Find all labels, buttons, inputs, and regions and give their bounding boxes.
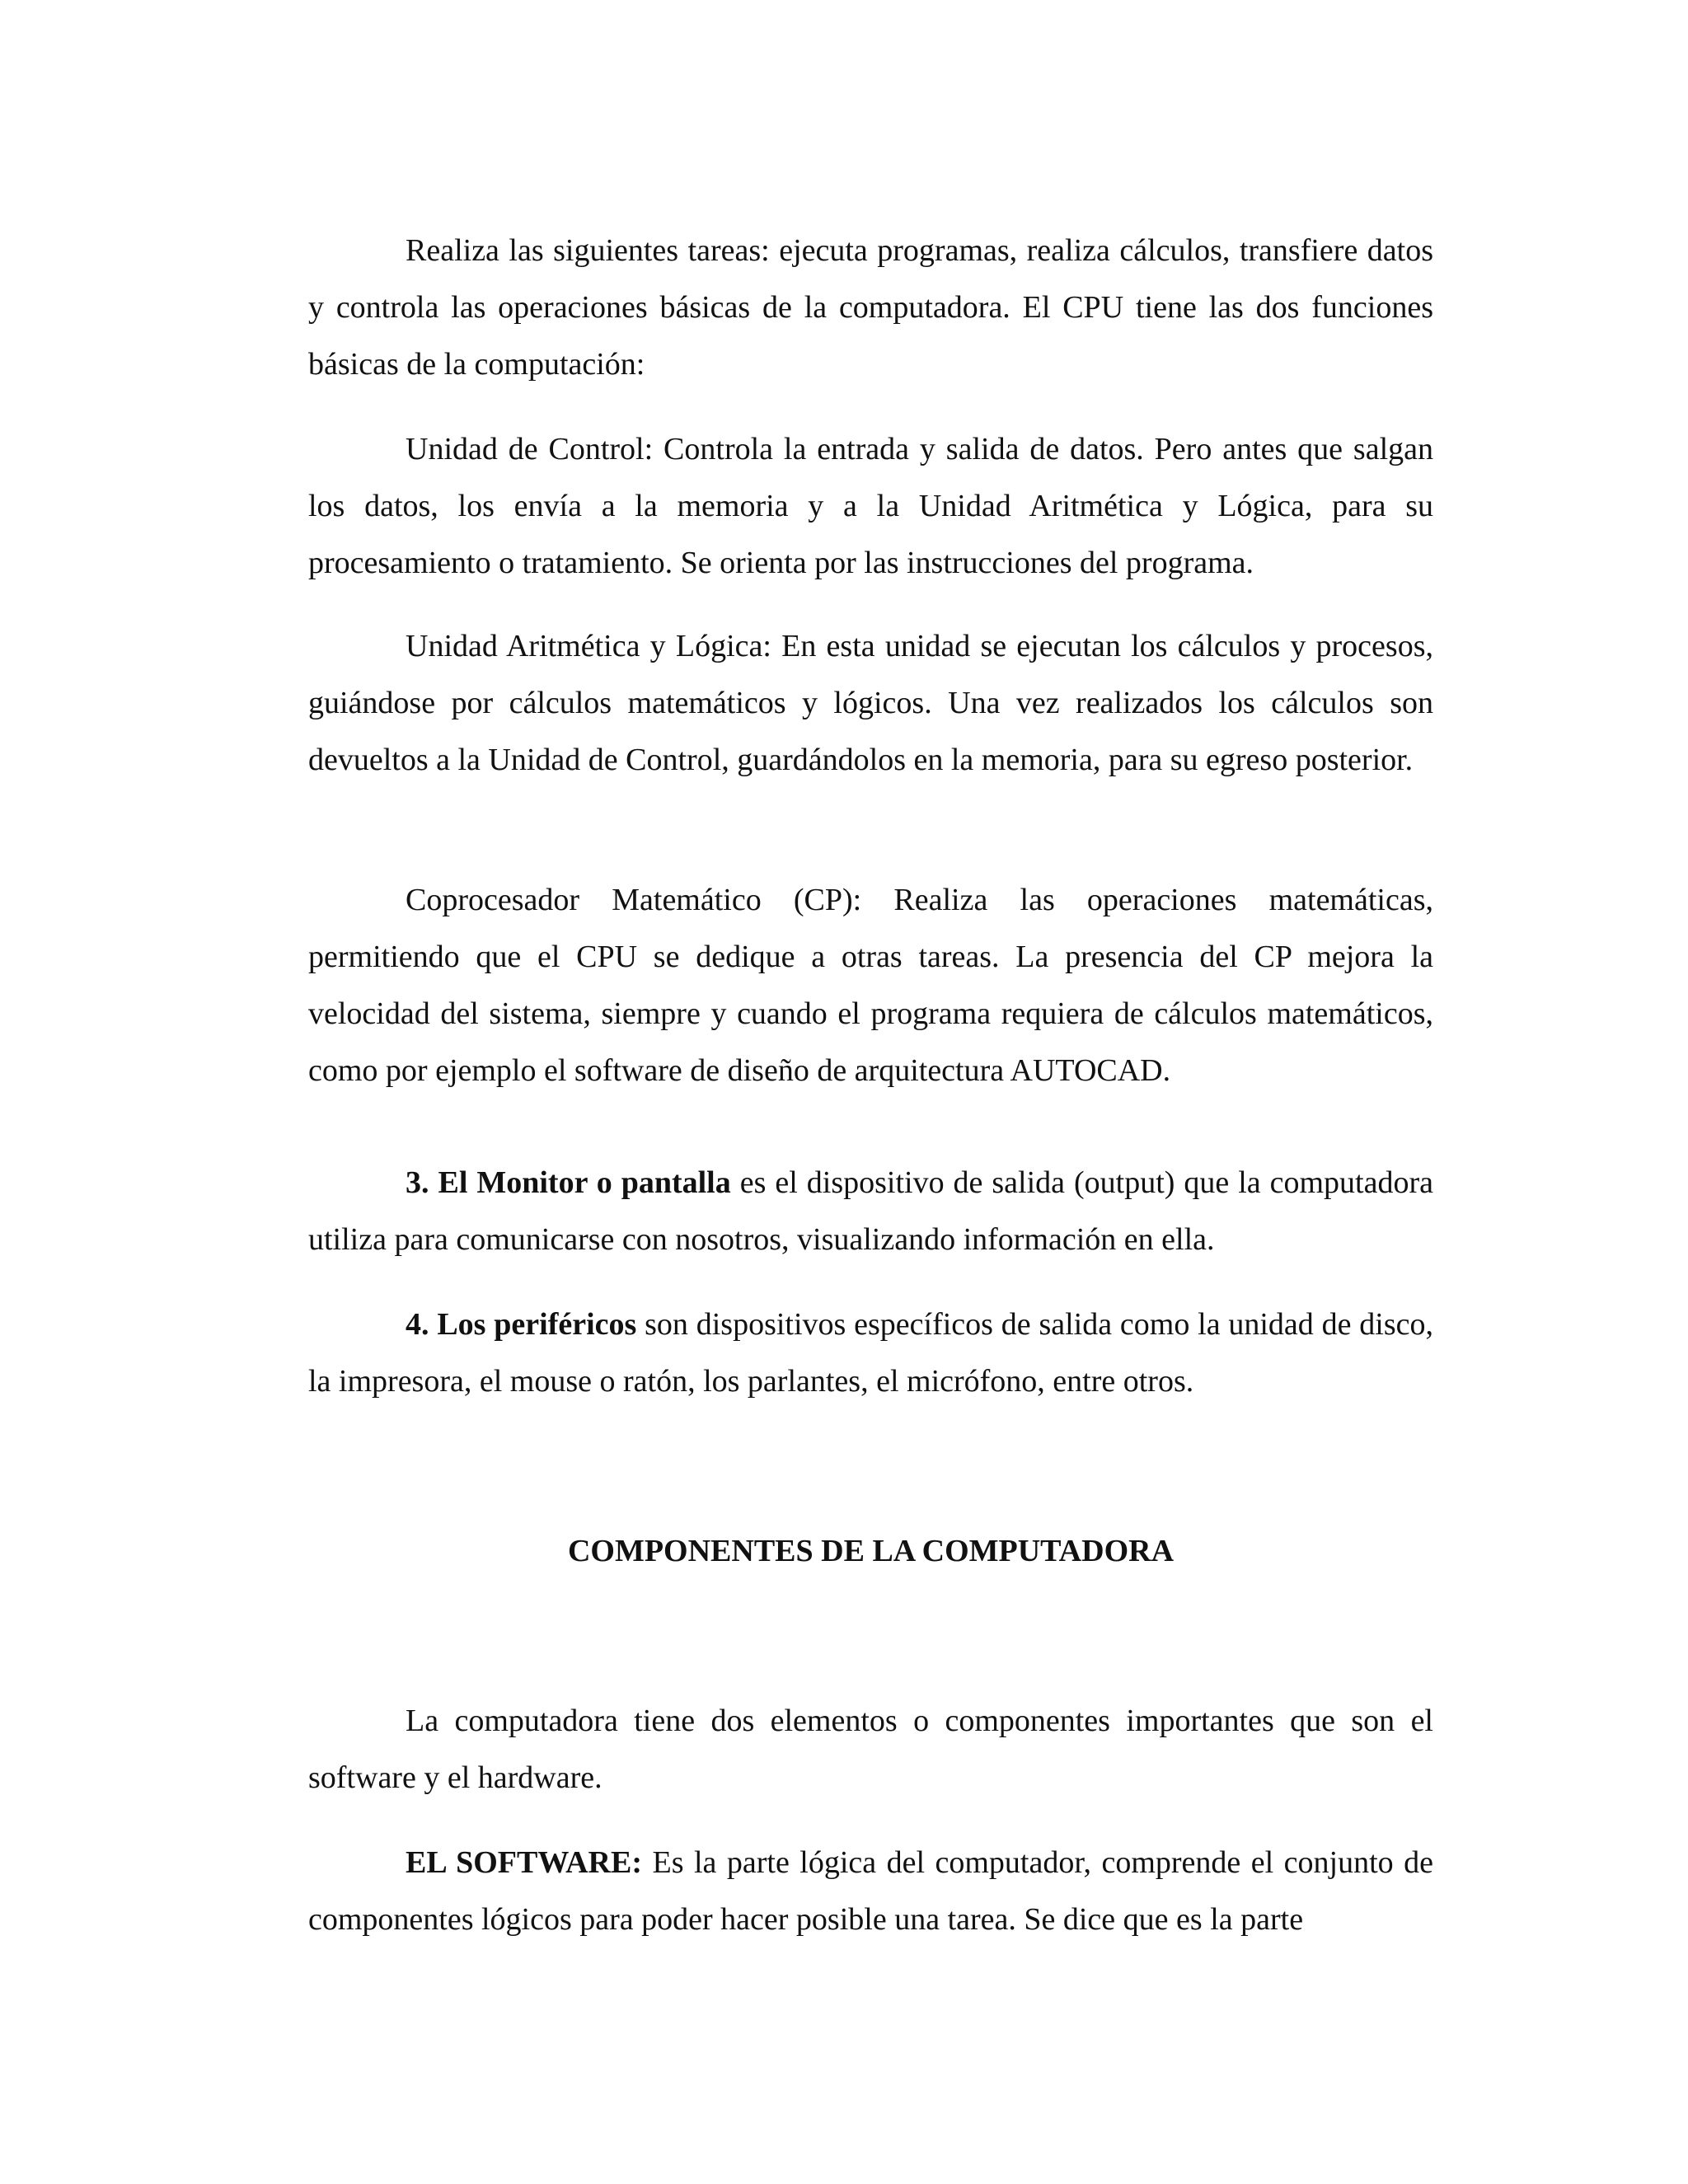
- paragraph-text: Unidad Aritmética y Lógica: En esta unidad se ejecutan los cálculos y procesos, guiándose por cálculos matemáticos y lógicos. Una vez realizados los cálculos son devueltos a la Unidad de Control, guardándolos en la memoria, para su egreso posterior.: [308, 629, 1433, 777]
- paragraph-text: La computadora tiene dos elementos o componentes importantes que son el software y el hardware.: [308, 1704, 1433, 1795]
- paragraph-text: Unidad de Control: Controla la entrada y salida de datos. Pero antes que salgan los datos, los envía a la memoria y a la Unidad Aritmética y Lógica, para su procesamiento o tratamiento. Se orienta por las instrucciones del programa.: [308, 432, 1433, 580]
- paragraph-text: [308, 1296, 1433, 1410]
- monitor-term: 3. El Monitor o pantalla: [406, 1165, 731, 1200]
- paragraph-alu: [308, 618, 1433, 789]
- section-heading: COMPONENTES DE LA COMPUTADORA: [567, 1534, 1175, 1568]
- software-description: Es la parte lógica del computador, comprende el conjunto de componentes lógicos para poder hacer posible una tarea. Se dice que es la parte: [308, 1845, 1433, 1937]
- peripherals-description: son dispositivos específicos de salida como la unidad de disco, la impresora, el mouse o ratón, los parlantes, el micrófono, entre otros.: [308, 1307, 1434, 1399]
- peripherals-term: 4. Los periféricos: [406, 1307, 637, 1342]
- paragraph-cpu-tasks: [308, 223, 1433, 393]
- software-term: EL SOFTWARE:: [406, 1845, 642, 1880]
- paragraph-software: [308, 1835, 1433, 1948]
- paragraph-peripherals: [308, 1296, 1433, 1410]
- paragraph-text: Realiza las siguientes tareas: ejecuta programas, realiza cálculos, transfiere datos y controla las operaciones básicas de la computadora. El CPU tiene las dos funciones básicas de la computación:: [308, 233, 1433, 382]
- paragraph-monitor: [308, 1155, 1433, 1268]
- paragraph-coprocessor: [308, 872, 1433, 1099]
- monitor-description: es el dispositivo de salida (output) que la computadora utiliza para comunicarse con nosotros, visualizando información en ella.: [308, 1165, 1434, 1257]
- paragraph-components: [308, 1693, 1433, 1807]
- paragraph-text: Coprocesador Matemático (CP): Realiza las operaciones matemáticas, permitiendo que el CPU se dedique a otras tareas. La presencia del CP mejora la velocidad del sistema, siempre y cuando el programa requiera de cálculos matemáticos, como por ejemplo el software de diseño de arquitectura AUTOCAD.: [308, 883, 1433, 1088]
- paragraph-control-unit: [308, 421, 1433, 592]
- paragraph-text: [308, 1835, 1433, 1948]
- paragraph-text: [308, 1155, 1433, 1268]
